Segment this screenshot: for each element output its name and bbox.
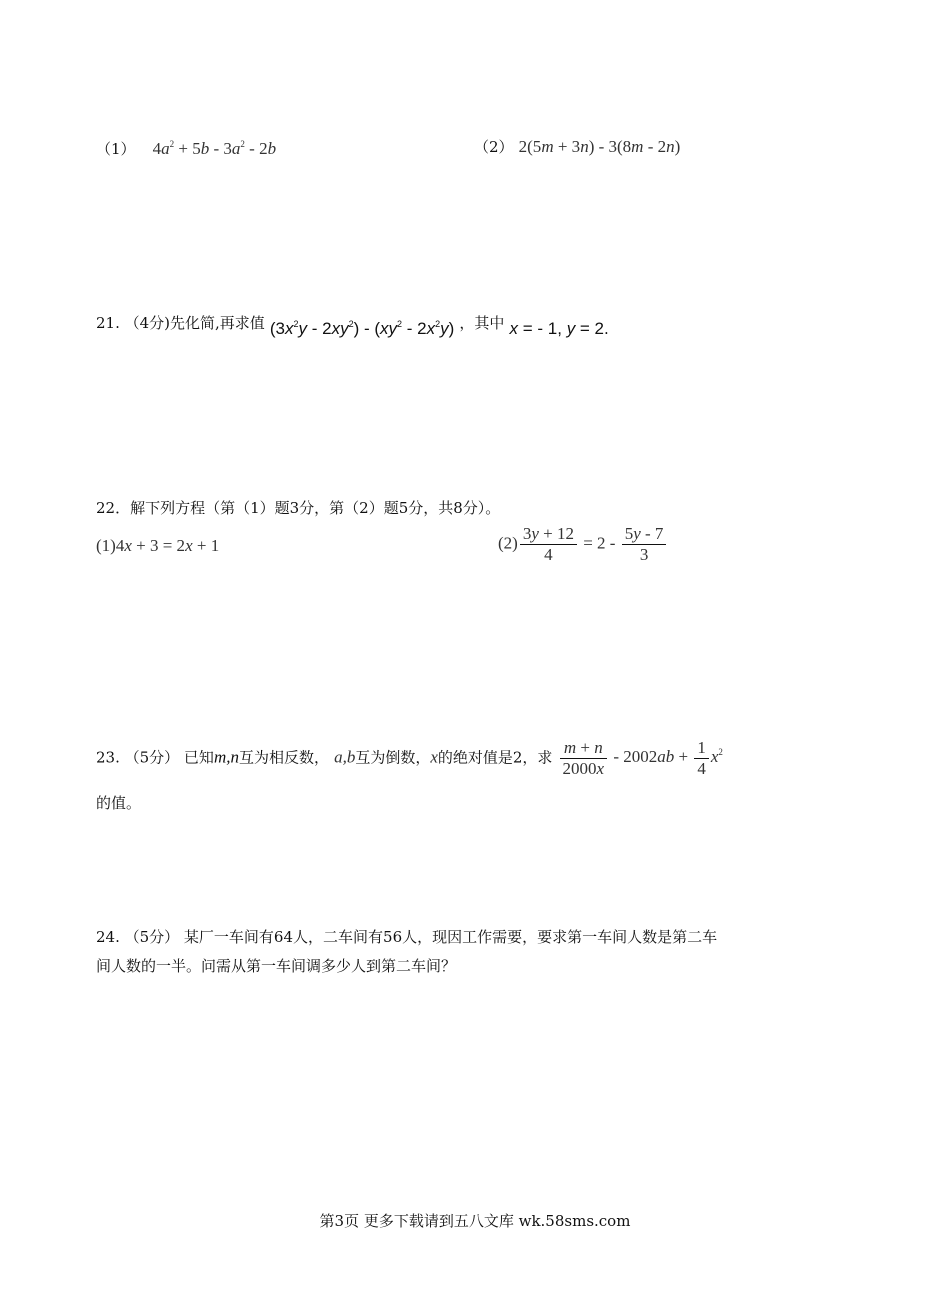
- q23-var-ab: a,b: [334, 747, 356, 767]
- q23-text-1: 互为相反数，: [238, 748, 329, 767]
- q23-heading: 23. （5分） 已知: [96, 748, 214, 767]
- page-footer: 第3页 更多下载请到五八文库 wk.58sms.com: [319, 1212, 631, 1230]
- q23-expression: $\frac{m + n}{2000x}$ - 2002ab + $\frac{1}{4}$ $x^2$: [558, 747, 723, 766]
- q20-part1-label: （1）: [96, 140, 136, 158]
- q22-equation-2: (2) $\frac{3y + 12}{4}$ = 2 - $\frac{5y - 7}{3}$: [498, 524, 668, 565]
- q23-var-x: x: [430, 747, 438, 767]
- q22-fraction-right: $\frac{5y - 7}{3}$: [622, 524, 667, 565]
- question-21: [96, 312, 609, 339]
- q24-line-1: 24. （5分） 某厂一车间有64人，二车间有56人，现因工作需要，要求第一车间人数是第二车: [96, 928, 718, 946]
- q20-part2: [474, 136, 680, 157]
- q23-line-2: 的值。: [96, 794, 142, 812]
- q23-text-3: 的绝对值是2，求: [437, 748, 553, 767]
- q24-line-2: 间人数的一半。问需从第一车间调多少人到第二车间？: [96, 957, 457, 975]
- question-23: [96, 738, 723, 779]
- q21-period: .: [604, 320, 609, 338]
- q20-part1: [96, 138, 276, 159]
- q21-expression: $(3x^2y - 2xy^2) - (xy^2 - 2x^2y)$: [269, 319, 455, 338]
- q23-text-2: 互为倒数，: [355, 748, 431, 767]
- q20-part2-label: （2）: [474, 138, 514, 156]
- q20-part2-expression: 2(5m + 3n) - 3(8m - 2n): [518, 137, 681, 156]
- q21-condition: x = - 1, y = 2: [509, 319, 605, 338]
- q22-heading: 22．解下列方程（第（1）题3分，第（2）题5分，共8分）。: [96, 499, 501, 517]
- q21-heading: 21. （4分)先化简,再求值: [96, 314, 265, 332]
- q23-var-mn: m,n: [213, 747, 239, 767]
- q21-connector: ，其中: [459, 314, 505, 332]
- q20-part1-expression: $4a^2 + 5b - 3a^2 - 2b$: [152, 139, 277, 158]
- q22-fraction-left: $\frac{3y + 12}{4}$: [520, 524, 577, 565]
- q22-equation-1: (1)4x + 3 = 2x + 1: [96, 536, 220, 555]
